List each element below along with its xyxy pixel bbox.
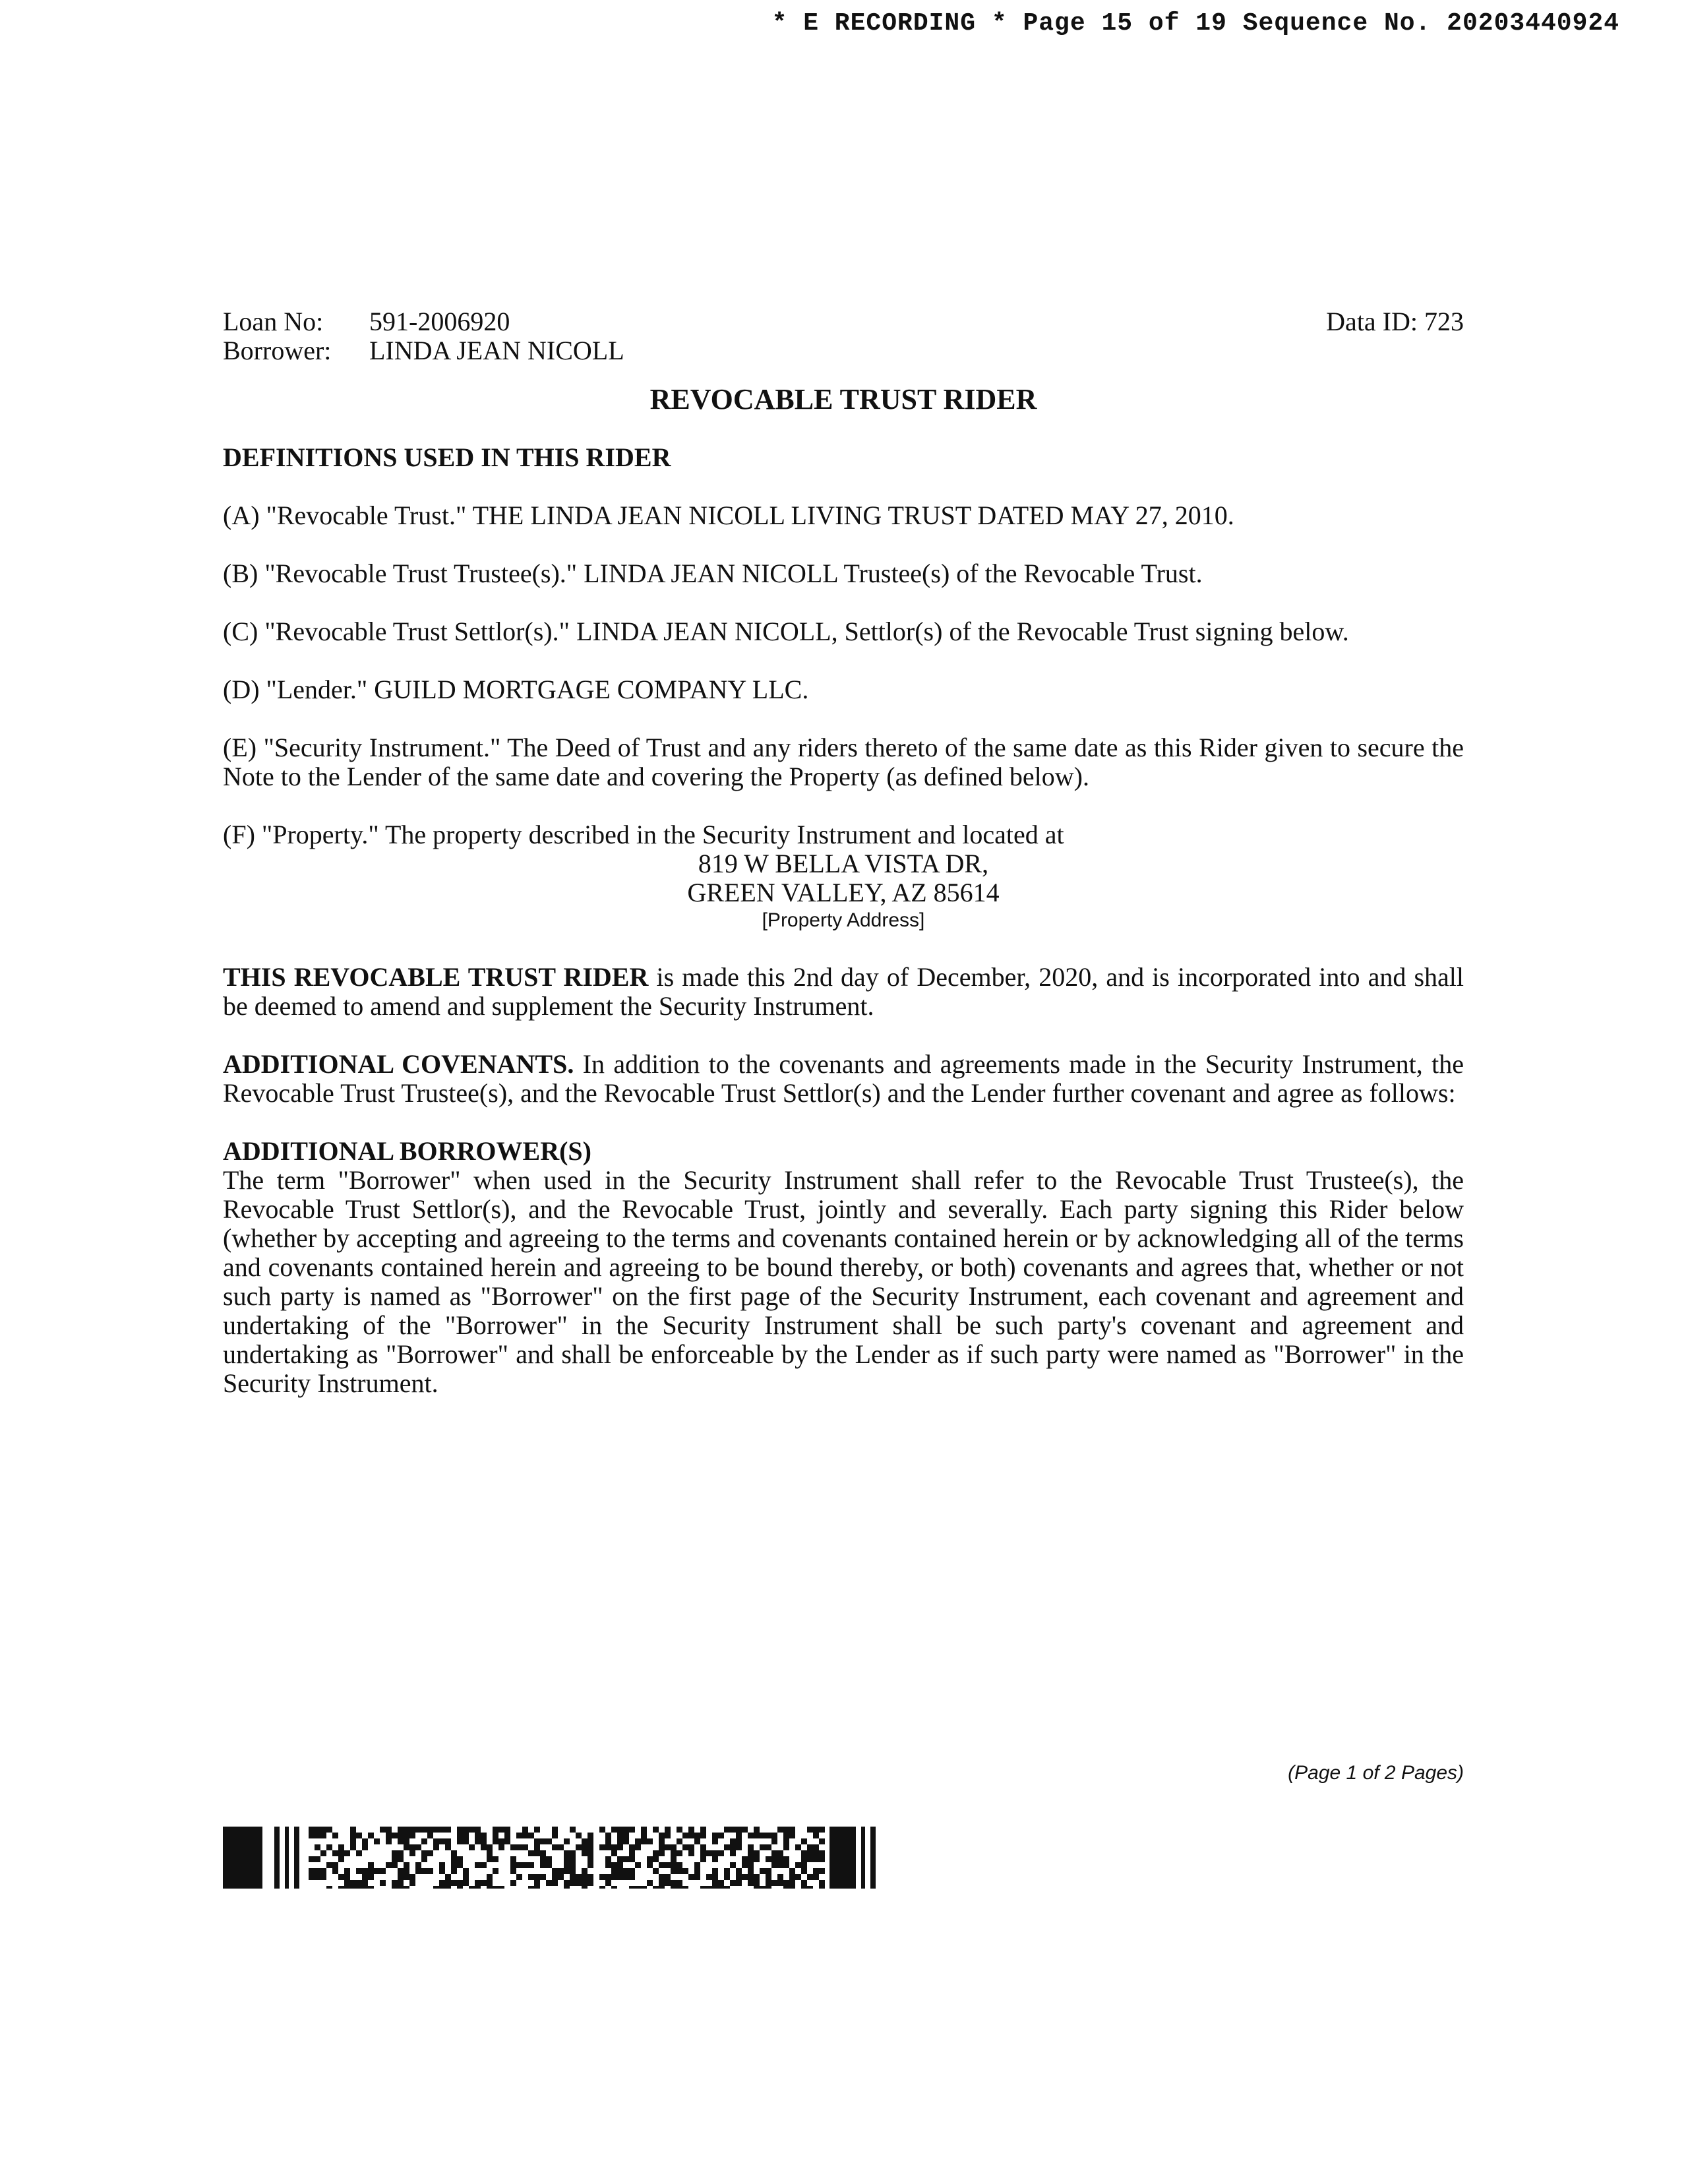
additional-borrowers-heading: ADDITIONAL BORROWER(S) [223, 1136, 591, 1166]
loan-row [223, 307, 624, 336]
covenants-text: In addition to the covenants and agreements made in the Security Instrument, the Revocable Trust Trustee(s), and the Revocable Trust Settlor(s) and the Lender further covenant and agree as follows: [223, 1049, 1464, 1108]
recording-stamp: * E RECORDING * Page 15 of 19 Sequence No. 20203440924 [771, 9, 1619, 38]
covenants-paragraph [223, 1050, 1464, 1108]
borrower-name: LINDA JEAN NICOLL [369, 336, 624, 365]
loan-label: Loan No: [223, 307, 324, 336]
definition-b: (B) "Revocable Trust Trustee(s)." LINDA JEAN NICOLL Trustee(s) of the Revocable Trust. [223, 559, 1203, 588]
data-id-value: 723 [1424, 307, 1464, 336]
covenants-lead: ADDITIONAL COVENANTS. [223, 1049, 574, 1079]
definition-c: (C) "Revocable Trust Settlor(s)." LINDA JEAN NICOLL, Settlor(s) of the Revocable Trust signing below. [223, 617, 1349, 646]
rider-text: is made this 2nd day of December, 2020, and is incorporated into and shall be deemed to amend and supplement the Security Instrument. [223, 962, 1464, 1021]
property-address-caption: [Property Address] [762, 909, 925, 931]
loan-number: 591-2006920 [369, 307, 510, 336]
property-address-line2: GREEN VALLEY, AZ 85614 [687, 878, 1000, 907]
borrower-label: Borrower: [223, 336, 332, 365]
document-title: REVOCABLE TRUST RIDER [649, 383, 1037, 415]
definition-d: (D) "Lender." GUILD MORTGAGE COMPANY LLC. [223, 675, 809, 704]
additional-borrowers-text: The term "Borrower" when used in the Security Instrument shall refer to the Revocable Trust Trustee(s), the Revocable Trust Settlor(s), and the Revocable Trust, jointly and severally. Each party signing this Rider below (whether by accepting and agreeing to the terms and covenants contained herein or by acknowledging all of the terms and covenants contained herein and agreeing to be bound thereby, or both) covenants and agrees that, whether or not such party is named as "Borrower" on the first page of the Security Instrument, each covenant and agreement and undertaking of the "Borrower" in the Security Instrument shall be such party's covenant and agreement and undertaking as "Borrower" and shall be enforceable by the Lender as if such party were named as "Borrower" in the Security Instrument. [223, 1165, 1464, 1398]
property-address [223, 849, 1464, 934]
data-id [1326, 307, 1464, 365]
property-address-line1: 819 W BELLA VISTA DR, [698, 849, 989, 878]
definition-e: (E) "Security Instrument." The Deed of Trust and any riders thereto of the same date as this Rider given to secure the Note to the Lender of the same date and covering the Property (as defined below). [223, 733, 1464, 791]
rider-lead: THIS REVOCABLE TRUST RIDER [223, 962, 649, 992]
definitions-heading: DEFINITIONS USED IN THIS RIDER [223, 442, 671, 472]
definition-a: (A) "Revocable Trust." THE LINDA JEAN NICOLL LIVING TRUST DATED MAY 27, 2010. [223, 501, 1234, 530]
rider-document [223, 307, 1464, 1398]
loan-info [223, 307, 624, 365]
page-footer: (Page 1 of 2 Pages) [1288, 1762, 1464, 1784]
data-id-label: Data ID: [1326, 307, 1418, 336]
borrower-row [223, 336, 624, 365]
definition-f: (F) "Property." The property described in the Security Instrument and located at [223, 820, 1064, 849]
document-barcode [223, 1827, 878, 1889]
loan-header [223, 307, 1464, 365]
rider-paragraph [223, 963, 1464, 1021]
